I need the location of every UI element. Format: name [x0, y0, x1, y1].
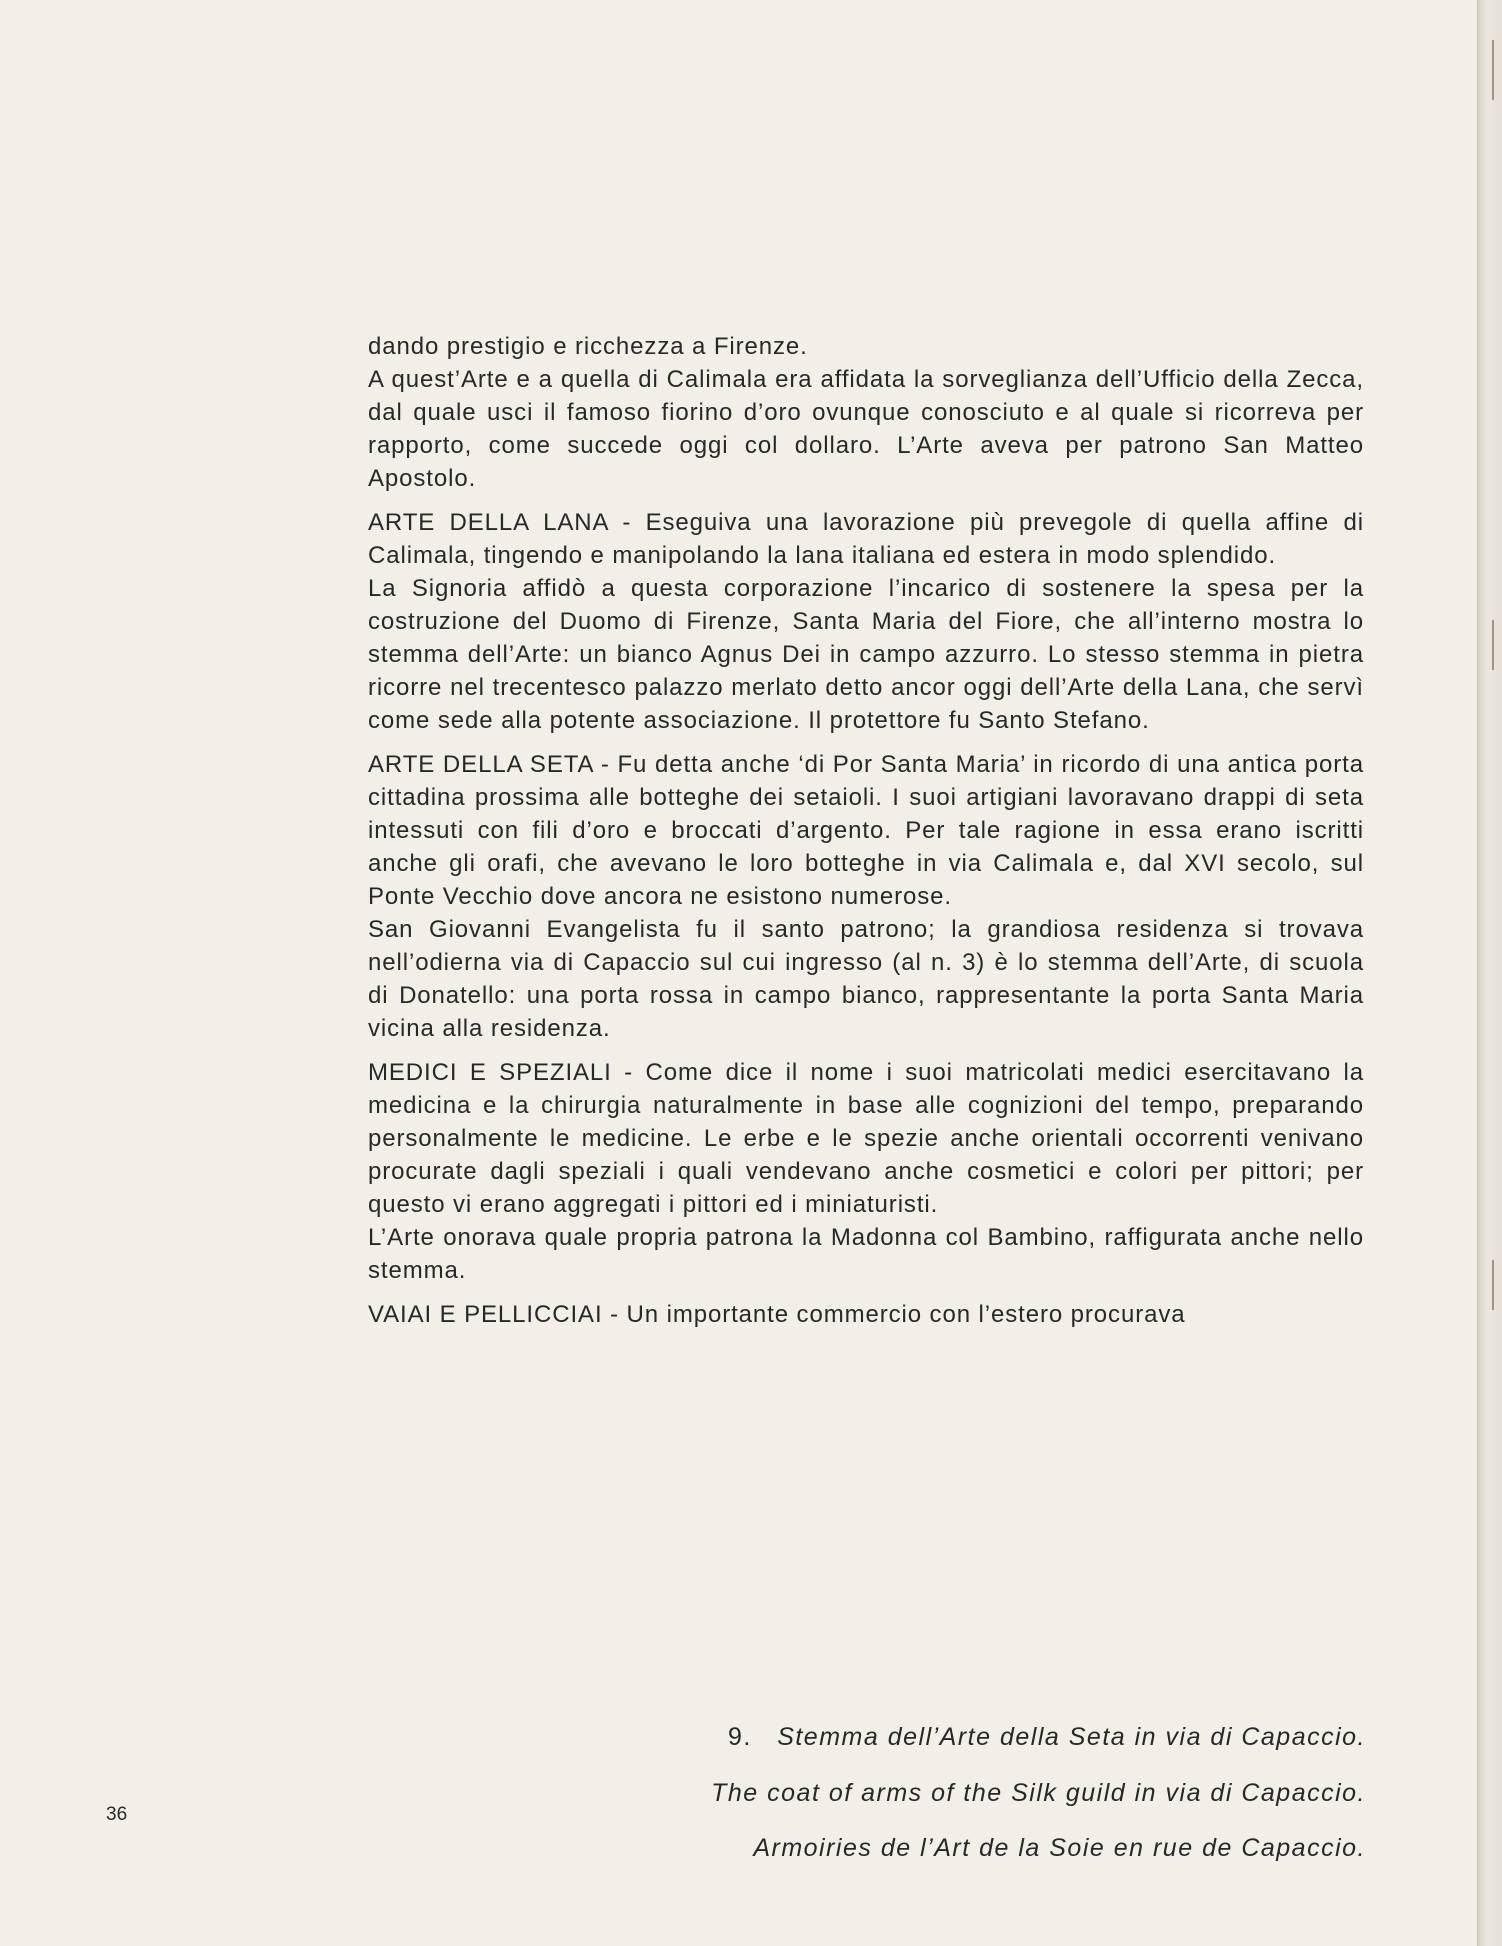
paragraph: ARTE DELLA SETA - Fu detta anche ‘di Por Santa Maria’ in ricordo di una antica porta cittadina prossima alle botteghe dei setaioli. I suoi artigiani lavoravano drappi di seta intessuti con fili d’oro e broccati d’argento. Per tale ragione in essa erano iscritti anche gli orafi, che avevano le loro botteghe in via Calimala e, dal XVI secolo, sul Ponte Vecchio dove ancora ne esistono numerose.: [368, 751, 1364, 910]
paragraph: MEDICI E SPEZIALI - Come dice il nome i suoi matricolati medici esercitavano la medicina e la chirurgia naturalmente in base alle cognizioni del tempo, preparando personalmente le medicine. Le erbe e le spezie anche orientali occorrenti venivano procurate dagli speziali i quali vendevano anche cosmetici e colori per pittori; per questo vi erano aggregati i pittori ed i miniaturisti.: [368, 1059, 1364, 1218]
body-text: [368, 330, 1364, 1331]
paragraph: L’Arte onorava quale propria patrona la Madonna col Bambino, raffigurata anche nello stemma.: [368, 1224, 1364, 1284]
caption-french: Armoiries de l’Art de la Soie en rue de Capaccio.: [753, 1834, 1366, 1862]
paragraph: dando prestigio e ricchezza a Firenze.: [368, 333, 808, 360]
paragraph: ARTE DELLA LANA - Eseguiva una lavorazione più prevegole di quella affine di Calimala, tingendo e manipolando la lana italiana ed estera in modo splendido.: [368, 509, 1364, 569]
edge-mark: [1492, 1260, 1494, 1310]
page-edge: [1477, 0, 1502, 1946]
edge-mark: [1492, 40, 1494, 100]
paragraph: VAIAI E PELLICCIAI - Un importante commercio con l’estero procurava: [368, 1301, 1186, 1328]
edge-mark: [1492, 620, 1494, 670]
caption-english: The coat of arms of the Silk guild in via di Capaccio.: [711, 1779, 1366, 1807]
caption-number: 9.: [727, 1723, 752, 1751]
paragraph: San Giovanni Evangelista fu il santo patrono; la grandiosa residenza si trovava nell’odierna via di Capaccio sul cui ingresso (al n. 3) è lo stemma dell’Arte, di scuola di Donatello: una porta rossa in campo bianco, rappresentante la porta Santa Maria vicina alla residenza.: [368, 916, 1364, 1042]
caption-italian-text: Stemma dell’Arte della Seta in via di Capaccio.: [777, 1723, 1366, 1751]
paragraph: La Signoria affidò a questa corporazione l’incarico di sostenere la spesa per la costruzione del Duomo di Firenze, Santa Maria del Fiore, che all’interno mostra lo stemma dell’Arte: un bianco Agnus Dei in campo azzurro. Lo stesso stemma in pietra ricorre nel trecentesco palazzo merlato detto ancor oggi dell’Arte della Lana, che servì come sede alla potente associazione. Il protettore fu Santo Stefano.: [368, 575, 1364, 734]
paragraph: A quest’Arte e a quella di Calimala era affidata la sorveglianza dell’Ufficio della Zecca, dal quale usci il famoso fiorino d’oro ovunque conosciuto e al quale si ricorreva per rapporto, come succede oggi col dollaro. L’Arte aveva per patrono San Matteo Apostolo.: [368, 366, 1364, 492]
page-number: 36: [106, 1804, 128, 1825]
caption-italian: [466, 1723, 1366, 1752]
